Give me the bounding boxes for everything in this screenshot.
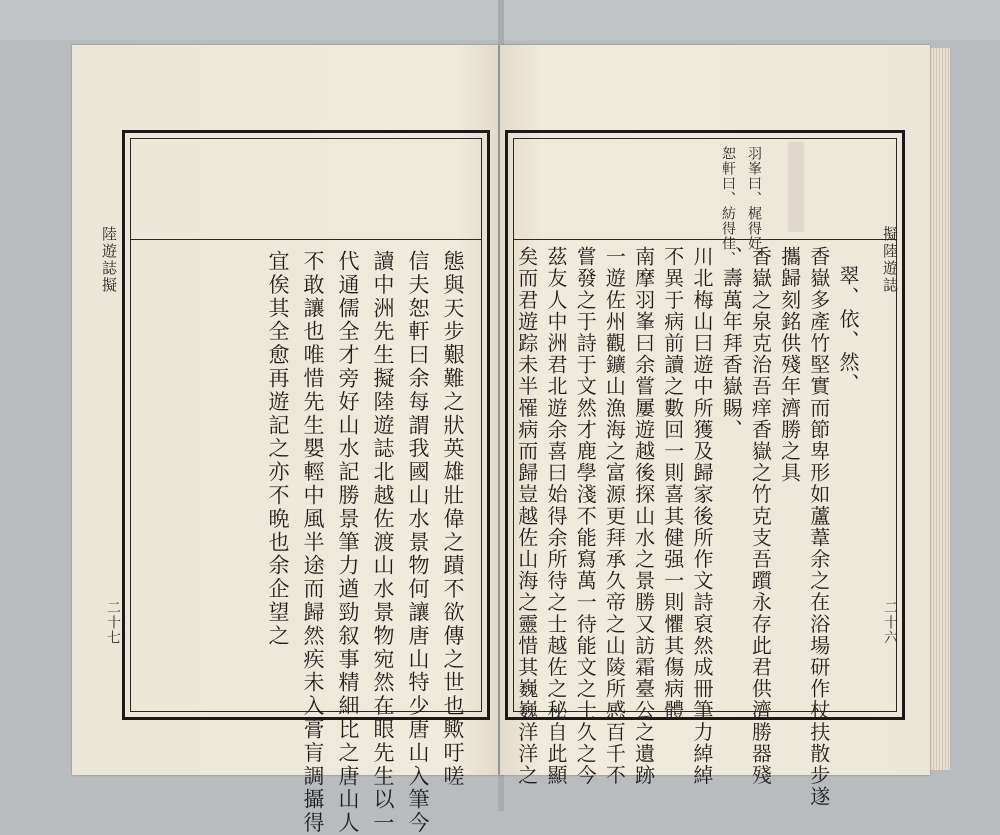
right-text-column-10: 嘗發之于詩于文然才鹿學淺不能寫萬一待能文之士久之今: [573, 246, 598, 786]
right-text-column-5: 、壽萬年拜香嶽賜、: [719, 246, 744, 441]
page-edges: [928, 48, 950, 770]
head-note-2: 恕軒曰、紡得佳、: [720, 146, 736, 266]
right-text-column-4: 香嶽之泉克治吾痒香嶽之竹克支吾躓永存此君供濟勝器殘: [748, 246, 773, 786]
right-text-column-2: 香嶽多產竹堅實而節卑形如蘆葦余之在浴場研作杖扶散步遂: [806, 246, 831, 808]
left-text-column-6: 宜俟其全愈再遊記之亦不晩也余企望之: [266, 250, 290, 648]
head-note-1: 羽峯曰、梶得好、: [746, 146, 762, 266]
left-page-number: 二十七: [105, 600, 121, 645]
right-text-column-1: 翠、依、然、: [836, 265, 860, 395]
right-text-column-7: 不異于病前讀之數回一則喜其健强一則懼其傷病體: [660, 246, 685, 722]
right-text-column-8: 南摩羽峯曰余嘗屢遊越後探山水之景勝又訪霜臺公之遺跡: [631, 246, 656, 786]
bleed-through-mark: [788, 142, 804, 232]
left-margin-title: 陸遊誌擬: [100, 226, 118, 294]
right-text-column-9: 一遊佐州觀鑛山漁海之富源更拜承久帝之山陵所感百千不: [602, 246, 627, 786]
right-text-column-6: 川北梅山曰遊中所獲及歸家後所作文詩裒然成冊筆力綽綽: [690, 246, 714, 786]
right-text-column-3: 攜歸刻銘供殘年濟勝之具: [777, 246, 802, 484]
right-text-column-11: 茲友人中洲君北遊余喜曰始得余所待之士越佐之秘自此顯: [544, 246, 568, 786]
right-page-number: 二十六: [882, 600, 898, 645]
left-text-column-2: 信夫恕軒曰余每謂我國山水景物何讓唐山特少唐山入筆今: [406, 250, 430, 835]
left-text-column-5: 不敢讓也唯惜先生嬰輕中風半途而歸然疾未入膏肓調攝得: [301, 250, 325, 835]
right-head-rule: [514, 239, 896, 240]
right-text-column-12: 矣而君遊踪未半罹病而歸豈越佐山海之靈惜其巍巍洋洋之: [514, 246, 539, 786]
left-text-column-1: 態與天步艱難之狀英雄壯偉之蹟不欲傳之世也歟吁嗟: [441, 250, 465, 789]
left-text-column-4: 代通儒全才旁好山水記勝景筆力遒勁叙事精細比之唐山人: [336, 250, 360, 835]
left-text-column-3: 讀中洲先生擬陸遊誌北越佐渡山水景物宛然在眼先生以一: [371, 250, 395, 835]
left-head-rule: [131, 239, 481, 240]
right-margin-title: 擬陸遊誌: [881, 226, 899, 294]
